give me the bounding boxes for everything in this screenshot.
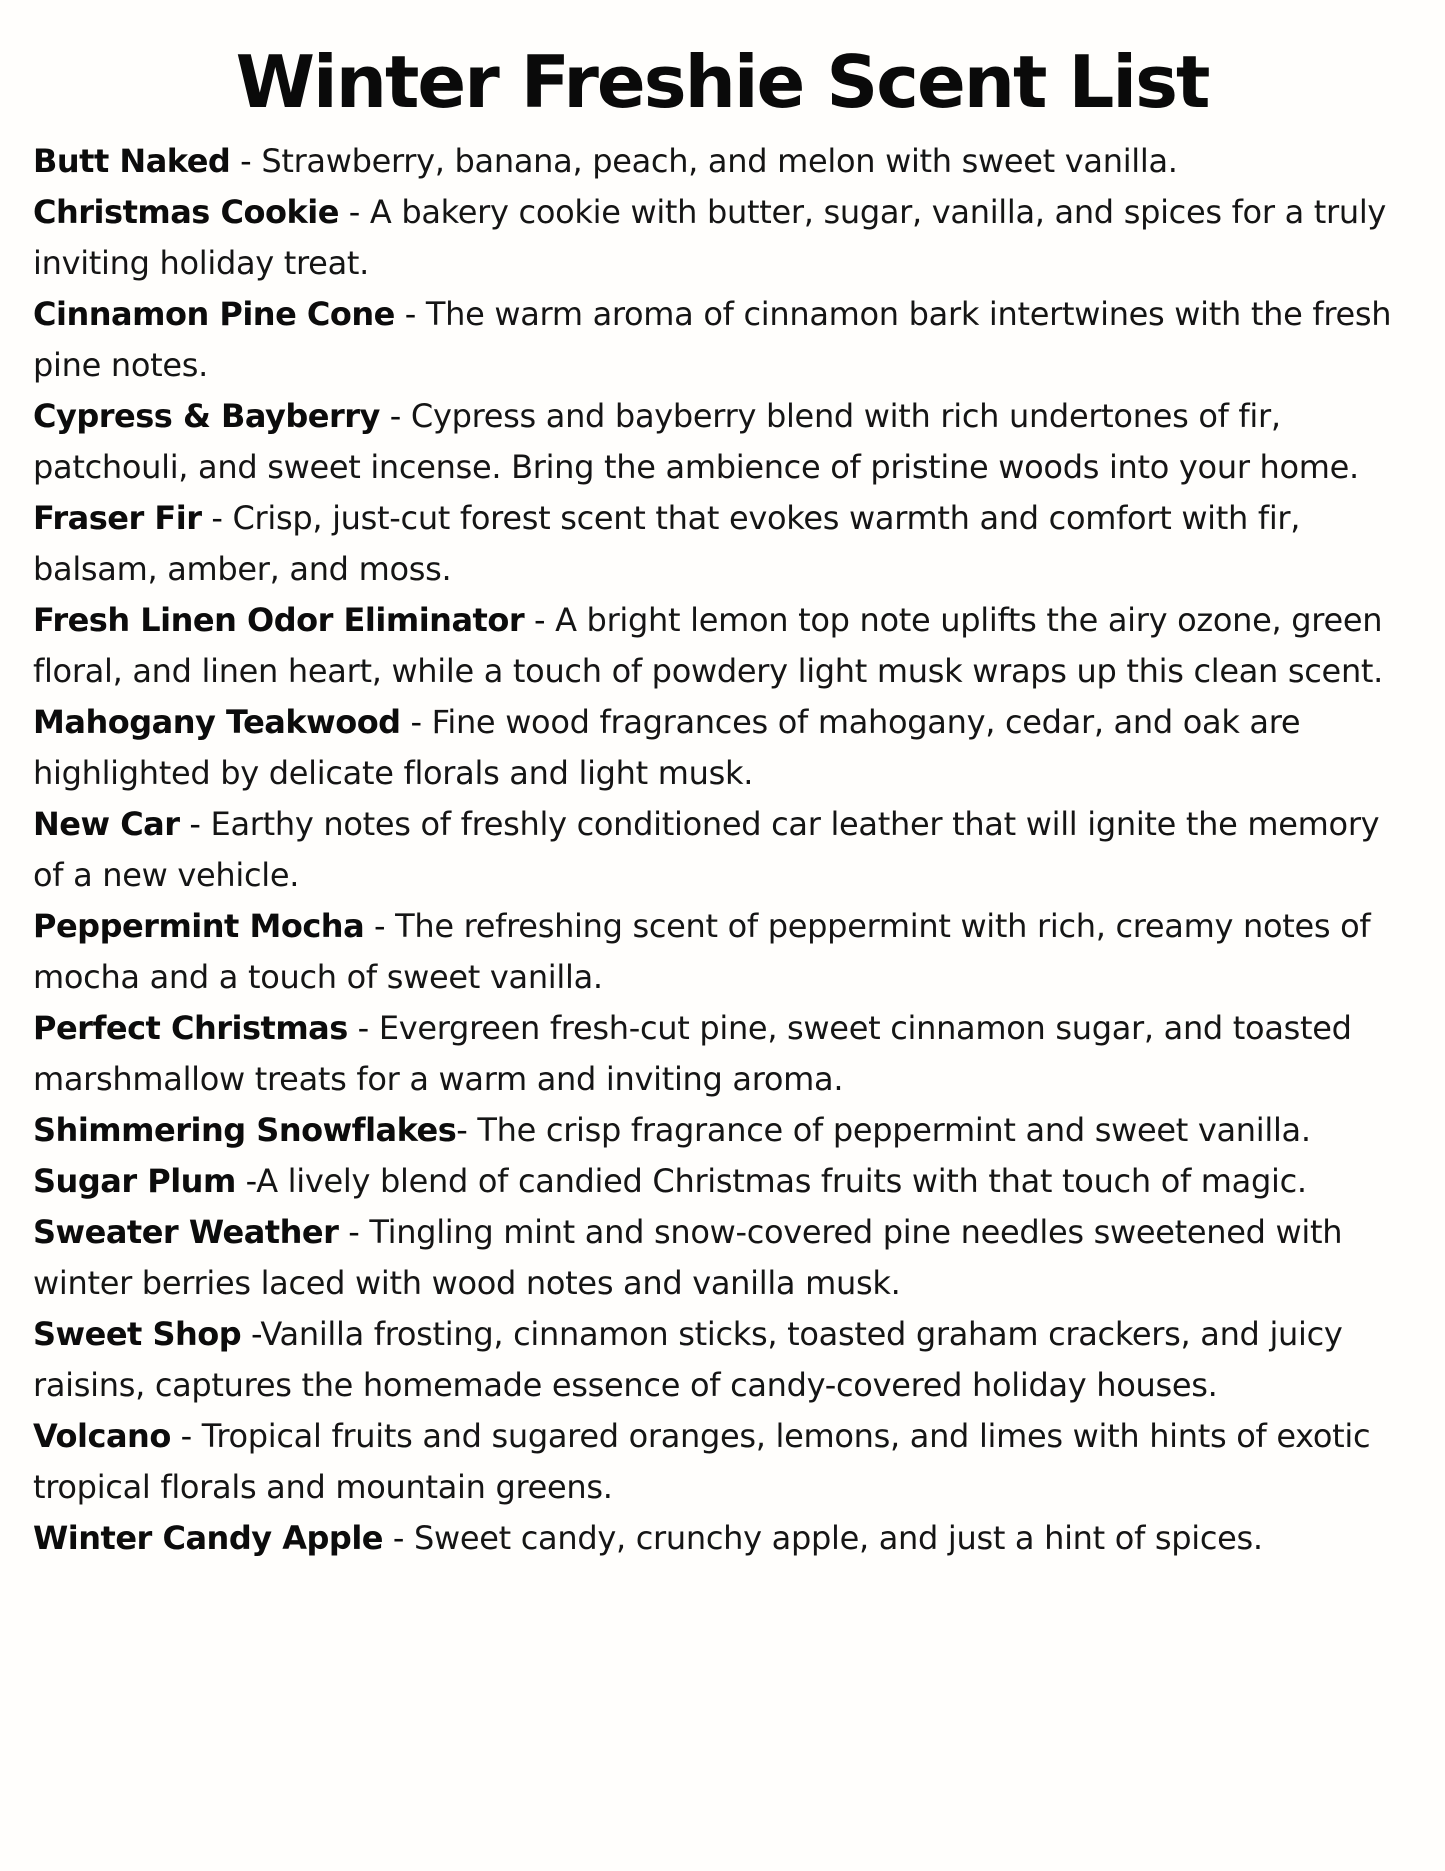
scent-description: Crisp, just-cut forest scent that evokes warmth and comfort with fir, balsam, amber, and moss. [33, 499, 1301, 588]
scent-name: Winter Candy Apple [33, 1519, 383, 1557]
scent-entry [33, 1003, 1411, 1105]
scent-entry [33, 289, 1411, 391]
scent-name: Mahogany Teakwood [33, 703, 401, 741]
scent-name: Sweater Weather [33, 1213, 339, 1251]
scent-entry [33, 901, 1411, 1003]
scent-description: A lively blend of candied Christmas fruits with that touch of magic. [256, 1162, 1307, 1200]
scent-name: Cypress & Bayberry [33, 397, 380, 435]
scent-separator: - [230, 142, 262, 180]
scent-entry [33, 1411, 1411, 1513]
scent-entry [33, 799, 1411, 901]
scent-entry [33, 1513, 1411, 1564]
scent-entry [33, 136, 1411, 187]
scent-entry [33, 697, 1411, 799]
scent-name: Christmas Cookie [33, 193, 339, 231]
scent-description: Strawberry, banana, peach, and melon with sweet vanilla. [261, 142, 1178, 180]
scent-description: The warm aroma of cinnamon bark intertwines with the fresh pine notes. [33, 295, 1392, 384]
scent-description: A bright lemon top note uplifts the airy ozone, green floral, and linen heart, while a touch of powdery light musk wraps up this clean scent. [33, 601, 1384, 690]
scent-name: Butt Naked [33, 142, 231, 180]
scent-name: Volcano [33, 1417, 171, 1455]
scent-separator: - [382, 1519, 414, 1557]
scent-name: Sugar Plum [33, 1162, 236, 1200]
scent-separator: - [179, 805, 211, 843]
scent-separator: - [338, 1213, 370, 1251]
scent-entry [33, 595, 1411, 697]
scent-description: Fine wood fragrances of mahogany, cedar, and oak are highlighted by delicate florals and light musk. [33, 703, 1301, 792]
scent-separator: - [394, 295, 426, 333]
scent-description: The refreshing scent of peppermint with rich, creamy notes of mocha and a touch of sweet vanilla. [33, 907, 1371, 996]
scent-name: Cinnamon Pine Cone [33, 295, 395, 333]
scent-description: Tropical fruits and sugared oranges, lemons, and limes with hints of exotic tropical florals and mountain greens. [33, 1417, 1371, 1506]
scent-name: Fraser Fir [33, 499, 202, 537]
scent-list [33, 136, 1411, 1564]
scent-name: New Car [33, 805, 180, 843]
scent-entry [33, 1105, 1411, 1156]
scent-separator: - [379, 397, 411, 435]
scent-separator: - [524, 601, 556, 639]
scent-entry [33, 391, 1411, 493]
scent-entry [33, 1309, 1411, 1411]
scent-entry [33, 1156, 1411, 1207]
scent-description: Vanilla frosting, cinnamon sticks, toasted graham crackers, and juicy raisins, captures the homemade essence of candy-covered holiday houses. [33, 1315, 1343, 1404]
scent-name: Fresh Linen Odor Eliminator [33, 601, 525, 639]
scent-separator: - [364, 907, 396, 945]
scent-description: Sweet candy, crunchy apple, and just a hint of spices. [413, 1519, 1263, 1557]
scent-name: Peppermint Mocha [33, 907, 365, 945]
page-title: Winter Freshie Scent List [235, 40, 1209, 124]
scent-separator: - [400, 703, 432, 741]
scent-description: The crisp fragrance of peppermint and sweet vanilla. [477, 1111, 1311, 1149]
scent-separator: - [241, 1315, 261, 1353]
scent-name: Perfect Christmas [33, 1009, 348, 1047]
scent-separator: - [235, 1162, 257, 1200]
scent-name: Sweet Shop [33, 1315, 242, 1353]
scent-description: Tingling mint and snow-covered pine needles sweetened with winter berries laced with wood notes and vanilla musk. [33, 1213, 1343, 1302]
scent-separator: - [456, 1111, 478, 1149]
scent-separator: - [347, 1009, 379, 1047]
scent-description: A bakery cookie with butter, sugar, vanilla, and spices for a truly inviting holiday treat. [33, 193, 1387, 282]
scent-entry [33, 187, 1411, 289]
scent-description: Evergreen fresh-cut pine, sweet cinnamon sugar, and toasted marshmallow treats for a warm and inviting aroma. [33, 1009, 1352, 1098]
scent-description: Earthy notes of freshly conditioned car leather that will ignite the memory of a new vehicle. [33, 805, 1380, 894]
scent-name: Shimmering Snowflakes [33, 1111, 457, 1149]
scent-separator: - [201, 499, 233, 537]
scent-separator: - [170, 1417, 202, 1455]
scent-description: Cypress and bayberry blend with rich undertones of fir, patchouli, and sweet incense. Bring the ambience of pristine woods into your home. [33, 397, 1359, 486]
scent-separator: - [338, 193, 370, 231]
scent-entry [33, 493, 1411, 595]
scent-entry [33, 1207, 1411, 1309]
